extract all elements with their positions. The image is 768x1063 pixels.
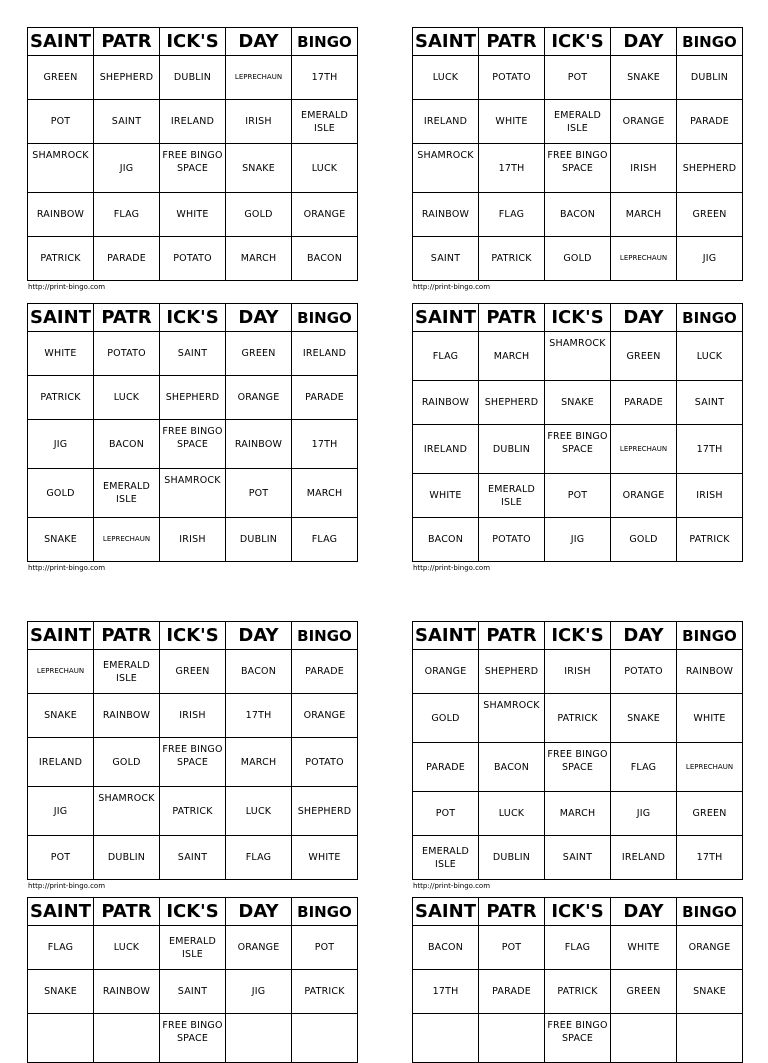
- bingo-cell: WHITE: [677, 694, 743, 743]
- bingo-cell: BACON: [479, 743, 545, 792]
- bingo-cell: POT: [226, 469, 292, 518]
- bingo-cell: FLAG: [479, 193, 545, 237]
- bingo-cell: ORANGE: [292, 193, 358, 237]
- bingo-cell: SAINT: [677, 381, 743, 425]
- bingo-cell: SAINT: [160, 836, 226, 880]
- bingo-cell: [292, 1014, 358, 1063]
- bingo-row: [413, 970, 743, 1014]
- bingo-cell: PARADE: [677, 100, 743, 144]
- bingo-header-cell: ICK'S: [160, 28, 226, 56]
- bingo-cell: SNAKE: [28, 518, 94, 562]
- bingo-cell: RAINBOW: [94, 970, 160, 1014]
- bingo-cell: LUCK: [94, 376, 160, 420]
- bingo-cell: LEPRECHAUN: [611, 237, 677, 281]
- bingo-cell: RAINBOW: [413, 381, 479, 425]
- bingo-cell: SNAKE: [226, 144, 292, 193]
- bingo-header-cell: SAINT: [413, 304, 479, 332]
- bingo-cell: EMERALD ISLE: [94, 469, 160, 518]
- bingo-cell: 17TH: [479, 144, 545, 193]
- bingo-header-cell: ICK'S: [160, 898, 226, 926]
- bingo-cell: [479, 1014, 545, 1063]
- bingo-header-cell: BINGO: [292, 898, 358, 926]
- bingo-cell: SHEPHERD: [292, 787, 358, 836]
- bingo-cell: POTATO: [94, 332, 160, 376]
- bingo-cell: SHEPHERD: [94, 56, 160, 100]
- free-space-cell: FREE BINGO SPACE: [160, 420, 226, 469]
- bingo-cell: FLAG: [292, 518, 358, 562]
- bingo-cell: SAINT: [94, 100, 160, 144]
- bingo-cell: 17TH: [677, 425, 743, 474]
- free-space-cell: FREE BINGO SPACE: [545, 144, 611, 193]
- bingo-cell: IRELAND: [160, 100, 226, 144]
- bingo-header-cell: DAY: [611, 622, 677, 650]
- bingo-grid: [412, 303, 743, 562]
- bingo-cell: GREEN: [226, 332, 292, 376]
- bingo-cell: PARADE: [413, 743, 479, 792]
- bingo-cell: POT: [545, 56, 611, 100]
- bingo-row: [413, 792, 743, 836]
- bingo-cell: POTATO: [160, 237, 226, 281]
- bingo-row: [413, 518, 743, 562]
- bingo-cell: IRELAND: [292, 332, 358, 376]
- bingo-cell: ORANGE: [413, 650, 479, 694]
- bingo-row: [28, 694, 358, 738]
- bingo-cell: SHAMROCK: [160, 469, 226, 518]
- bingo-row: [413, 56, 743, 100]
- bingo-cell: BACON: [413, 926, 479, 970]
- bingo-cell: BACON: [94, 420, 160, 469]
- bingo-cell: GREEN: [611, 332, 677, 381]
- bingo-grid: [412, 897, 743, 1063]
- bingo-cell: POT: [292, 926, 358, 970]
- bingo-cell: PATRICK: [28, 237, 94, 281]
- bingo-header-cell: ICK'S: [545, 898, 611, 926]
- bingo-header-cell: PATR: [479, 898, 545, 926]
- bingo-card: [27, 621, 358, 891]
- bingo-row: [28, 518, 358, 562]
- bingo-header-cell: DAY: [226, 622, 292, 650]
- bingo-cell: LUCK: [226, 787, 292, 836]
- bingo-cell: LEPRECHAUN: [677, 743, 743, 792]
- bingo-row: [28, 738, 358, 787]
- bingo-header-cell: SAINT: [413, 898, 479, 926]
- bingo-cell: RAINBOW: [413, 193, 479, 237]
- bingo-grid: [27, 621, 358, 880]
- bingo-cell: DUBLIN: [677, 56, 743, 100]
- bingo-cell: BACON: [545, 193, 611, 237]
- bingo-cell: LEPRECHAUN: [611, 425, 677, 474]
- bingo-header-cell: PATR: [479, 28, 545, 56]
- footer-url: http://print-bingo.com: [28, 283, 106, 291]
- bingo-row: [413, 926, 743, 970]
- bingo-cell: FLAG: [94, 193, 160, 237]
- bingo-cell: POT: [545, 474, 611, 518]
- bingo-cell: GREEN: [28, 56, 94, 100]
- bingo-row: [28, 836, 358, 880]
- bingo-cell: 17TH: [292, 56, 358, 100]
- bingo-cell: MARCH: [479, 332, 545, 381]
- bingo-cell: LUCK: [677, 332, 743, 381]
- bingo-header-cell: ICK'S: [545, 28, 611, 56]
- bingo-cell: [677, 1014, 743, 1063]
- bingo-header-cell: DAY: [226, 898, 292, 926]
- footer-url: http://print-bingo.com: [28, 564, 106, 572]
- bingo-cell: PARADE: [94, 237, 160, 281]
- bingo-cell: DUBLIN: [479, 425, 545, 474]
- footer-url: http://print-bingo.com: [413, 564, 491, 572]
- bingo-header-cell: SAINT: [28, 28, 94, 56]
- bingo-header-cell: PATR: [94, 622, 160, 650]
- bingo-row: [413, 332, 743, 381]
- bingo-cell: SAINT: [545, 836, 611, 880]
- bingo-header-cell: ICK'S: [545, 622, 611, 650]
- bingo-cell: LEPRECHAUN: [226, 56, 292, 100]
- bingo-header-cell: ICK'S: [545, 304, 611, 332]
- bingo-header-cell: PATR: [94, 898, 160, 926]
- bingo-cell: POTATO: [479, 518, 545, 562]
- free-space-cell: FREE BINGO SPACE: [545, 425, 611, 474]
- bingo-cell: DUBLIN: [479, 836, 545, 880]
- bingo-row: [28, 376, 358, 420]
- bingo-header-row: [413, 622, 743, 650]
- bingo-header-cell: PATR: [479, 304, 545, 332]
- bingo-header-cell: BINGO: [292, 622, 358, 650]
- bingo-cell: DUBLIN: [94, 836, 160, 880]
- bingo-header-cell: DAY: [226, 304, 292, 332]
- bingo-row: [413, 100, 743, 144]
- bingo-cell: GREEN: [677, 792, 743, 836]
- bingo-cell: 17TH: [413, 970, 479, 1014]
- bingo-cell: BACON: [413, 518, 479, 562]
- bingo-card: [27, 303, 358, 573]
- bingo-header-cell: SAINT: [28, 898, 94, 926]
- bingo-header-cell: SAINT: [413, 28, 479, 56]
- bingo-row: [413, 144, 743, 193]
- bingo-cell: SNAKE: [611, 56, 677, 100]
- bingo-cell: GOLD: [226, 193, 292, 237]
- bingo-cell: EMERALD ISLE: [94, 650, 160, 694]
- bingo-cell: IRISH: [226, 100, 292, 144]
- bingo-cell: FLAG: [226, 836, 292, 880]
- bingo-cell: SNAKE: [611, 694, 677, 743]
- bingo-cell: FLAG: [413, 332, 479, 381]
- bingo-cell: SHAMROCK: [545, 332, 611, 381]
- bingo-cell: FLAG: [545, 926, 611, 970]
- bingo-cell: MARCH: [292, 469, 358, 518]
- bingo-cell: GOLD: [545, 237, 611, 281]
- bingo-header-row: [413, 304, 743, 332]
- bingo-cell: [413, 1014, 479, 1063]
- bingo-row: [413, 1014, 743, 1063]
- bingo-cell: PATRICK: [545, 970, 611, 1014]
- bingo-cell: RAINBOW: [677, 650, 743, 694]
- bingo-header-cell: BINGO: [677, 622, 743, 650]
- bingo-cell: ORANGE: [611, 100, 677, 144]
- bingo-cell: LEPRECHAUN: [94, 518, 160, 562]
- bingo-cell: IRISH: [611, 144, 677, 193]
- bingo-cell: SHAMROCK: [479, 694, 545, 743]
- bingo-cell: EMERALD ISLE: [292, 100, 358, 144]
- bingo-cell: SNAKE: [28, 694, 94, 738]
- bingo-cell: GOLD: [413, 694, 479, 743]
- bingo-grid: [412, 27, 743, 281]
- bingo-cell: PATRICK: [28, 376, 94, 420]
- bingo-cell: MARCH: [611, 193, 677, 237]
- bingo-cell: MARCH: [226, 237, 292, 281]
- bingo-header-cell: DAY: [611, 898, 677, 926]
- bingo-grid: [27, 27, 358, 281]
- footer-url: http://print-bingo.com: [413, 882, 491, 890]
- bingo-cell: PATRICK: [292, 970, 358, 1014]
- bingo-header-cell: BINGO: [677, 898, 743, 926]
- bingo-header-cell: BINGO: [292, 28, 358, 56]
- bingo-cell: WHITE: [479, 100, 545, 144]
- bingo-cell: PARADE: [292, 376, 358, 420]
- bingo-card: [412, 621, 743, 891]
- bingo-header-cell: DAY: [226, 28, 292, 56]
- bingo-cell: IRELAND: [611, 836, 677, 880]
- bingo-cell: PARADE: [479, 970, 545, 1014]
- bingo-header-cell: PATR: [479, 622, 545, 650]
- bingo-cell: IRISH: [160, 694, 226, 738]
- bingo-cell: RAINBOW: [28, 193, 94, 237]
- bingo-header-cell: BINGO: [677, 28, 743, 56]
- bingo-cell: SHEPHERD: [677, 144, 743, 193]
- bingo-row: [28, 193, 358, 237]
- bingo-row: [413, 694, 743, 743]
- bingo-row: [28, 650, 358, 694]
- bingo-row: [28, 56, 358, 100]
- bingo-cell: SHEPHERD: [160, 376, 226, 420]
- bingo-row: [28, 100, 358, 144]
- bingo-card: [412, 27, 743, 292]
- bingo-row: [28, 420, 358, 469]
- bingo-cell: FLAG: [28, 926, 94, 970]
- bingo-row: [413, 381, 743, 425]
- footer-url: http://print-bingo.com: [413, 283, 491, 291]
- bingo-cell: FLAG: [611, 743, 677, 792]
- bingo-cell: MARCH: [226, 738, 292, 787]
- bingo-card: [27, 27, 358, 292]
- bingo-cell: IRELAND: [28, 738, 94, 787]
- bingo-cell: EMERALD ISLE: [413, 836, 479, 880]
- bingo-cell: [28, 1014, 94, 1063]
- bingo-cell: IRISH: [677, 474, 743, 518]
- bingo-cell: ORANGE: [226, 376, 292, 420]
- bingo-card: [412, 303, 743, 573]
- bingo-header-cell: BINGO: [292, 304, 358, 332]
- bingo-cell: SHAMROCK: [28, 144, 94, 193]
- bingo-card: [412, 897, 743, 1063]
- footer-url: http://print-bingo.com: [28, 882, 106, 890]
- bingo-cell: SHEPHERD: [479, 650, 545, 694]
- bingo-cell: [611, 1014, 677, 1063]
- bingo-header-row: [28, 898, 358, 926]
- bingo-cell: DUBLIN: [226, 518, 292, 562]
- bingo-row: [413, 237, 743, 281]
- bingo-cell: 17TH: [677, 836, 743, 880]
- bingo-cell: JIG: [611, 792, 677, 836]
- bingo-cell: [94, 1014, 160, 1063]
- bingo-row: [28, 332, 358, 376]
- bingo-cell: IRISH: [545, 650, 611, 694]
- free-space-cell: FREE BINGO SPACE: [545, 1014, 611, 1063]
- bingo-cell: PARADE: [292, 650, 358, 694]
- bingo-cell: GREEN: [611, 970, 677, 1014]
- bingo-cell: PATRICK: [545, 694, 611, 743]
- bingo-cell: 17TH: [226, 694, 292, 738]
- bingo-cell: GOLD: [28, 469, 94, 518]
- bingo-grid: [27, 897, 358, 1063]
- bingo-cell: LEPRECHAUN: [28, 650, 94, 694]
- bingo-header-row: [28, 28, 358, 56]
- bingo-row: [413, 474, 743, 518]
- bingo-cell: JIG: [545, 518, 611, 562]
- bingo-cell: RAINBOW: [226, 420, 292, 469]
- bingo-header-cell: SAINT: [28, 622, 94, 650]
- bingo-row: [28, 1014, 358, 1063]
- bingo-row: [413, 193, 743, 237]
- bingo-cell: JIG: [677, 237, 743, 281]
- bingo-cell: SAINT: [160, 970, 226, 1014]
- bingo-row: [28, 237, 358, 281]
- bingo-cell: SNAKE: [28, 970, 94, 1014]
- bingo-cell: [226, 1014, 292, 1063]
- bingo-row: [28, 926, 358, 970]
- free-space-cell: FREE BINGO SPACE: [160, 738, 226, 787]
- bingo-row: [28, 144, 358, 193]
- bingo-cell: ORANGE: [292, 694, 358, 738]
- free-space-cell: FREE BINGO SPACE: [160, 1014, 226, 1063]
- bingo-cell: JIG: [28, 787, 94, 836]
- bingo-grid: [412, 621, 743, 880]
- bingo-cell: POT: [28, 836, 94, 880]
- bingo-cell: EMERALD ISLE: [479, 474, 545, 518]
- bingo-cell: ORANGE: [226, 926, 292, 970]
- bingo-row: [28, 970, 358, 1014]
- bingo-cell: EMERALD ISLE: [160, 926, 226, 970]
- bingo-cell: SAINT: [413, 237, 479, 281]
- bingo-cell: GOLD: [611, 518, 677, 562]
- bingo-header-cell: ICK'S: [160, 304, 226, 332]
- bingo-cell: ORANGE: [677, 926, 743, 970]
- bingo-cell: LUCK: [479, 792, 545, 836]
- bingo-cell: GOLD: [94, 738, 160, 787]
- bingo-cell: MARCH: [545, 792, 611, 836]
- bingo-cell: LUCK: [413, 56, 479, 100]
- bingo-cell: BACON: [292, 237, 358, 281]
- bingo-card: [27, 897, 358, 1063]
- bingo-row: [413, 425, 743, 474]
- bingo-header-row: [28, 622, 358, 650]
- bingo-grid: [27, 303, 358, 562]
- bingo-cell: GREEN: [677, 193, 743, 237]
- bingo-cell: WHITE: [292, 836, 358, 880]
- free-space-cell: FREE BINGO SPACE: [160, 144, 226, 193]
- bingo-cell: SHEPHERD: [479, 381, 545, 425]
- bingo-cell: JIG: [28, 420, 94, 469]
- bingo-cell: JIG: [226, 970, 292, 1014]
- bingo-cell: DUBLIN: [160, 56, 226, 100]
- bingo-cell: WHITE: [413, 474, 479, 518]
- bingo-row: [28, 469, 358, 518]
- bingo-cell: WHITE: [28, 332, 94, 376]
- bingo-cell: POTATO: [479, 56, 545, 100]
- bingo-cell: IRISH: [160, 518, 226, 562]
- bingo-header-row: [413, 898, 743, 926]
- bingo-header-cell: BINGO: [677, 304, 743, 332]
- bingo-cell: ORANGE: [611, 474, 677, 518]
- bingo-cell: IRELAND: [413, 425, 479, 474]
- bingo-header-cell: DAY: [611, 304, 677, 332]
- bingo-cell: GREEN: [160, 650, 226, 694]
- bingo-cell: PATRICK: [160, 787, 226, 836]
- bingo-cell: SHAMROCK: [413, 144, 479, 193]
- bingo-cell: PATRICK: [479, 237, 545, 281]
- bingo-row: [413, 650, 743, 694]
- bingo-header-cell: SAINT: [28, 304, 94, 332]
- bingo-row: [413, 836, 743, 880]
- bingo-header-cell: PATR: [94, 28, 160, 56]
- bingo-cell: SAINT: [160, 332, 226, 376]
- bingo-cell: LUCK: [94, 926, 160, 970]
- bingo-cell: WHITE: [611, 926, 677, 970]
- bingo-cell: 17TH: [292, 420, 358, 469]
- bingo-header-cell: SAINT: [413, 622, 479, 650]
- bingo-cell: WHITE: [160, 193, 226, 237]
- bingo-cell: SNAKE: [545, 381, 611, 425]
- free-space-cell: FREE BINGO SPACE: [545, 743, 611, 792]
- bingo-cell: RAINBOW: [94, 694, 160, 738]
- bingo-header-row: [413, 28, 743, 56]
- bingo-cell: PARADE: [611, 381, 677, 425]
- bingo-cell: SNAKE: [677, 970, 743, 1014]
- bingo-cell: LUCK: [292, 144, 358, 193]
- bingo-row: [28, 787, 358, 836]
- bingo-cell: POT: [479, 926, 545, 970]
- bingo-cell: SHAMROCK: [94, 787, 160, 836]
- bingo-header-row: [28, 304, 358, 332]
- bingo-header-cell: ICK'S: [160, 622, 226, 650]
- bingo-row: [413, 743, 743, 792]
- bingo-cell: IRELAND: [413, 100, 479, 144]
- bingo-cell: POT: [28, 100, 94, 144]
- bingo-cell: PATRICK: [677, 518, 743, 562]
- bingo-header-cell: PATR: [94, 304, 160, 332]
- bingo-cell: POT: [413, 792, 479, 836]
- bingo-cell: EMERALD ISLE: [545, 100, 611, 144]
- bingo-cell: JIG: [94, 144, 160, 193]
- bingo-cell: POTATO: [611, 650, 677, 694]
- bingo-cell: POTATO: [292, 738, 358, 787]
- bingo-header-cell: DAY: [611, 28, 677, 56]
- bingo-cell: BACON: [226, 650, 292, 694]
